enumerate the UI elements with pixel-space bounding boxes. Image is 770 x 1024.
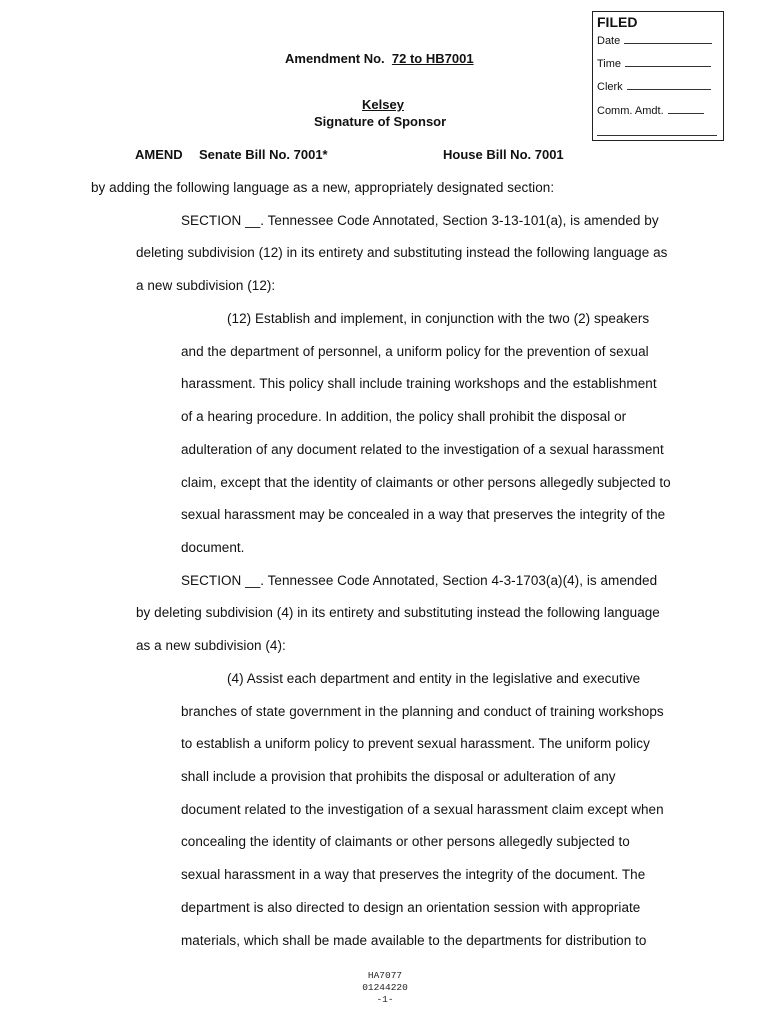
filed-date-field	[597, 34, 712, 47]
filed-comm-blank	[668, 104, 704, 114]
filed-title: FILED	[597, 14, 638, 30]
body-line: sexual harassment in a way that preserves the integrity of the document. The	[181, 867, 646, 882]
sponsor-name: Kelsey	[362, 97, 404, 112]
body-line: SECTION __. Tennessee Code Annotated, Section 4-3-1703(a)(4), is amended	[181, 573, 658, 588]
amendment-prefix: Amendment No.	[285, 51, 385, 66]
body-line: adulteration of any document related to the investigation of a sexual harassment	[181, 442, 664, 457]
body-line: SECTION __. Tennessee Code Annotated, Section 3-13-101(a), is amended by	[181, 213, 659, 228]
body-line: as a new subdivision (4):	[136, 638, 286, 653]
filed-comm-field	[597, 104, 704, 117]
amend-label: AMEND	[135, 147, 183, 162]
filed-time-field	[597, 57, 711, 70]
body-line: harassment. This policy shall include training workshops and the establishment	[181, 376, 657, 391]
footer-code-2: 01244220	[362, 982, 408, 993]
body-line: deleting subdivision (12) in its entirety and substituting instead the following language as	[136, 245, 668, 260]
amendment-number: 72 to HB7001	[391, 51, 474, 66]
body-line: to establish a uniform policy to prevent sexual harassment. The uniform policy	[181, 736, 650, 751]
body-line: (4) Assist each department and entity in the legislative and executive	[227, 671, 641, 686]
body-line: shall include a provision that prohibits the disposal or adulteration of any	[181, 769, 616, 784]
body-line: and the department of personnel, a uniform policy for the prevention of sexual	[181, 344, 649, 359]
body-line: of a hearing procedure. In addition, the policy shall prohibit the disposal or	[181, 409, 627, 424]
filed-time-label: Time	[597, 58, 622, 70]
filed-time-blank	[625, 57, 711, 67]
body-line: concealing the identity of claimants or other persons allegedly subjected to	[181, 834, 630, 849]
filed-comm-label: Comm. Amdt.	[597, 105, 664, 117]
amendment-heading	[285, 51, 474, 66]
house-bill-number: House Bill No. 7001	[443, 147, 564, 162]
page-number: -1-	[376, 994, 394, 1005]
body-line: claim, except that the identity of claimants or other persons allegedly subjected to	[181, 475, 671, 490]
sponsor-caption: Signature of Sponsor	[314, 114, 447, 129]
filed-clerk-blank	[627, 80, 711, 90]
filed-stamp-box	[592, 11, 724, 141]
body-line: document.	[181, 540, 245, 555]
body-line: branches of state government in the planning and conduct of training workshops	[181, 704, 664, 719]
filed-date-label: Date	[597, 35, 621, 47]
body-line: department is also directed to design an orientation session with appropriate	[181, 900, 641, 915]
body-line: a new subdivision (12):	[136, 278, 276, 293]
body-line: materials, which shall be made available to the departments for distribution to	[181, 933, 647, 948]
filed-clerk-label: Clerk	[597, 81, 623, 93]
filed-date-blank	[624, 34, 712, 44]
body-line: (12) Establish and implement, in conjunction with the two (2) speakers	[227, 311, 650, 326]
senate-bill-number: Senate Bill No. 7001*	[199, 147, 328, 162]
body-line: by adding the following language as a new, appropriately designated section:	[91, 180, 555, 195]
filed-bottom-line	[597, 135, 717, 136]
body-line: sexual harassment may be concealed in a way that preserves the integrity of the	[181, 507, 666, 522]
body-line: document related to the investigation of a sexual harassment claim except when	[181, 802, 664, 817]
filed-clerk-field	[597, 80, 711, 93]
footer-code-1: HA7077	[367, 970, 403, 981]
body-line: by deleting subdivision (4) in its entirety and substituting instead the following language	[136, 605, 660, 620]
